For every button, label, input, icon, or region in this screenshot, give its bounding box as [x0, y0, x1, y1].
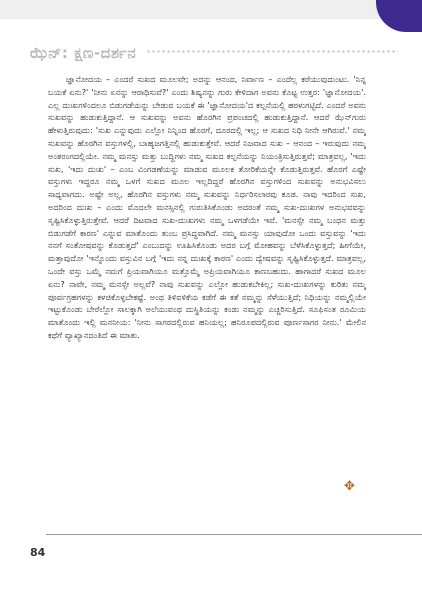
footer-rule [46, 534, 422, 535]
top-band [0, 0, 422, 19]
chapter-title: ಝೆನ್: ಕ್ಷಣ-ದರ್ಶನ [30, 44, 137, 62]
body-paragraph: ಜ್ಞಾನೋದಯ – ಎಂದರೆ ಸುಖದ ಮೂಲವೇ; ಅದನ್ನು ಆನಂದ, ನಿರ್ವಾಣ – ಎಂದೆಲ್ಲ ಕರೆಯುವುದುಂಟು. 'ನಿನ್ನ ಬಯಕೆ ಏನು?' 'ನೀನು ಏನನ್ನು ಆರಾಧಿಸುವೆ?' ಎಂದು ಶಿಷ್ಯನನ್ನು ಗುರು ಕೇಳಿದಾಗ ಅವನು ಕೊಟ್ಟ ಉತ್ತರ: 'ಜ್ಞಾನೋದಯ'. ಎಲ್ಲ ದುಃಖಗಳಿಂದಲೂ ಬಿಡುಗಡೆಯನ್ನು ಬೇಡುವ ಬಯಕೆ ಈ 'ಜ್ಞಾನೋದಯ'ದ ಕಲ್ಪನೆಯಲ್ಲಿ ಹರಳುಗಟ್ಟಿದೆ. ಎಂದರೆ ಅವನು ಸುಖವನ್ನು ಹುಡುಕುತ್ತಿದ್ದಾನೆ. ಆ ಸುಖವನ್ನು ಅವನು ಹೊರಗಿನ ಪ್ರಪಂಚದಲ್ಲಿ ಹುಡುಕುತ್ತಿದ್ದಾನೆ. ಆದರೆ ಝೆನ್‌ಗುರು ಹೇಳುತ್ತಿರುವುದು: 'ಸುಖ ಎನ್ನುವುದು ಎಲ್ಲೋ ನಿನ್ನಿಂದ ಹೊರಗೆ, ದೂರದಲ್ಲಿ ಇಲ್ಲ; ಆ ಸುಖದ ನಿಧಿ ನೀನೇ ಆಗಿರುವೆ.' ನಮ್ಮ ಸುಖವನ್ನು ಹೊರಗಿನ ವಸ್ತುಗಳಲ್ಲಿ, ಬಾಹ್ಯಜಗತ್ತಿನಲ್ಲಿ ಹುಡುಕುತ್ತೇವೆ. ಆದರೆ ನಿಜವಾದ ಸುಖ – ಆನಂದ – ಇರುವುದು ನಮ್ಮ ಅಂತರಂಗದಲ್ಲಿಯೇ. ನಮ್ಮ ಮನಸ್ಸು ಮತ್ತು ಬುದ್ಧಿಗಳು ನಮ್ಮ ಸುಖದ ಕಲ್ಪನೆಯನ್ನು ನಿಯಂತ್ರಿಸುತ್ತಿರುತ್ತವೆ; ಮಾತ್ರವಲ್ಲ, 'ಇದು ಸುಖ, 'ಇದು ದುಃಖ' – ಎಂಬ ವಿಂಗಡಣೆಯನ್ನು ಮಾಡುವ ಮೂಲಕ ತೋರಿಕೆಯನ್ನೇ ಕೊಡುತ್ತಿರುತ್ತವೆ. ಹೊರಗೆ ಎಷ್ಟೇ ವಸ್ತುಗಳು ಇದ್ದರೂ ನಮ್ಮ ಒಳಗೆ ಸುಖದ ಮೂಲ ಇಲ್ಲದಿದ್ದರೆ ಹೊರಗಿನ ವಸ್ತುಗಳಿಂದ ಸುಖವನ್ನು ಅನುಭವಿಸಲು ಸಾಧ್ಯವಾಗದು. ಅಷ್ಟೇ ಅಲ್ಲ, ಹೊರಗಿನ ವಸ್ತುಗಳು ನಮ್ಮ ಸುಖವನ್ನು ನಿರ್ಧರಿಸಲಾರವು ಕೂಡ. ನಾವು ಇದರಿಂದ ಸುಖ, ಅದರಿಂದ ದುಃಖ – ಎಂದು ಮೊದಲೇ ಮನಸ್ಸಿನಲ್ಲಿ ಗುರುತಿಸಿಕೊಂಡು ಅದರಂತೆ ನಮ್ಮ ಸುಖ-ದುಃಖಗಳ ಅನುಭವವನ್ನು ಸೃಷ್ಟಿಸಿಕೊಳ್ಳುತ್ತಿರುತ್ತೇವೆ. ಆದರೆ ದಿಟವಾದ ಸುಖ-ದುಃಖಗಳು ನಮ್ಮ ಒಳಗಡೆಯೇ ಇವೆ. 'ಮನಸ್ಸೇ ನಮ್ಮ ಬಂಧನ ಮತ್ತು ಬಿಡುಗಡೆಗೆ ಕಾರಣ' ಎನ್ನುವ ಮಾತೊಂದು ತುಂಬ ಪ್ರಸಿದ್ಧವಾಗಿದೆ. ನಮ್ಮ ಮನಸ್ಸು ಯಾವುದೋ ಒಂದು ವಸ್ತುವನ್ನು 'ಇದು ನನಗೆ ಸಂತೋಷವನ್ನು ಕೊಡುತ್ತದೆ' ಎಂಬುದನ್ನು ಊಹಿಸಿಕೊಂಡು ಅದರ ಬಗ್ಗೆ ಮೋಹವನ್ನು ಬೆಳೆಸಿಕೊಳ್ಳುತ್ತದೆ; ಹೀಗೆಯೇ, ಮತ್ತಾವುದೋ 'ಇನ್ನೊಂದು ವಸ್ತುವಿನ ಬಗ್ಗೆ 'ಇದು ನನ್ನ ದುಃಖಕ್ಕೆ ಕಾರಣ' ಎಂದು ದ್ವೇಷವನ್ನು ಸೃಷ್ಟಿಸಿಕೊಳ್ಳುತ್ತದೆ. ಮಾತ್ರವಲ್ಲ, ಒಂದೇ ವಸ್ತು ಒಮ್ಮೆ ನಮಗೆ ಪ್ರಿಯವಾಗಿಯೂ ಮತ್ತೊಮ್ಮೆ ಅಪ್ರಿಯವಾಗಿಯೂ ಕಾಣಬಹುದು. ಹಾಗಾದರೆ ಸುಖದ ಮೂಲ ಏನು? ನಾವೇ, ನಮ್ಮ ಮನಸ್ಸೇ ಅಲ್ಲವೆ? ನಾವು ಸುಖವನ್ನು ಎಲ್ಲೋ ಹುಡುಕಬೇಕಿಲ್ಲ; ಸುಖ-ದುಃಖಗಳನ್ನು ಕುರಿತು ನಮ್ಮ ಪೂರ್ವಗ್ರಹಗಳನ್ನು ಕಳಚಿಕೊಳ್ಳಬೇಕಷ್ಟೆ. ಅಂಥ ತಿಳಿವಳಿಕೆಯ ಕಡೆಗೆ ಈ ಕತೆ ನಮ್ಮನ್ನು ಸೆಳೆಯುತ್ತಿದೆ; ನಿಧಿಯನ್ನು ನಮ್ಮಲ್ಲಿಯೇ ಇಟ್ಟುಕೊಂಡು ಬೇರೆಲ್ಲೋ ಸಾಲಕ್ಕಾಗಿ ಅಲೆಯುವಂಥ ದುಸ್ಥಿತಿಯನ್ನು ಕಂಡು ನಮ್ಮನ್ನು ಎಚ್ಚರಿಸುತ್ತಿದೆ. ಸೂಫಿಸಂತ ರೂಮಿಯ ಮಾತೊಂದು ಇಲ್ಲಿ ಮನನೀಯ: 'ನೀನು ಸಾಗರದಲ್ಲಿರುವ ಹನಿಯಲ್ಲ; ಹನಿರೂಪದಲ್ಲಿರುವ ಪೂರ್ಣಸಾಗರ ನೀನು.' ಮೇಲಿನ ಕಥೆಗೆ ವ್ಯಾಖ್ಯಾನದಂತಿದೆ ಈ ಮಾತು. [48, 74, 366, 340]
floral-ornament-icon: ✥ [344, 479, 355, 494]
dotted-rule [146, 50, 398, 53]
page-number: 84 [30, 546, 46, 559]
corner-accent-tab [376, 0, 422, 32]
